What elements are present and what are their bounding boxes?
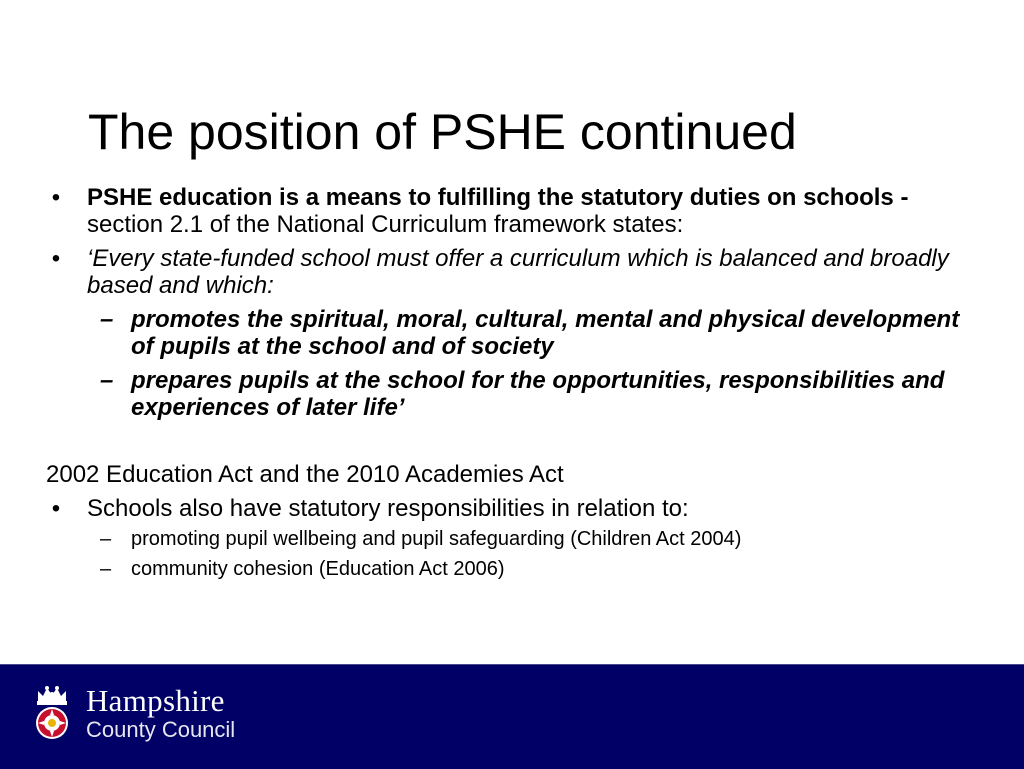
footer-band	[0, 664, 1024, 769]
sub-item-text: community cohesion (Education Act 2006)	[131, 558, 505, 580]
slide-title: The position of PSHE continued	[88, 104, 797, 160]
brand-subtitle: County Council	[86, 717, 236, 742]
sub-item-community-cohesion	[46, 555, 986, 583]
brand-wordmark	[86, 684, 235, 743]
slide-body	[46, 184, 986, 583]
acts-line: 2002 Education Act and the 2010 Academies Act	[46, 461, 564, 488]
bullet-item-curriculum-quote	[46, 245, 986, 299]
bullet-marker: •	[51, 184, 61, 211]
sub-item-text: promotes the spiritual, moral, cultural, mental and physical development of pupils at the school and of society	[131, 306, 960, 360]
bullet-item-pshe-duties	[46, 184, 986, 238]
dash-marker: –	[100, 528, 112, 550]
bullet-bold-text: PSHE education is a means to fulfilling the statutory duties on schools -	[87, 184, 909, 211]
hampshire-rose-crown-icon	[32, 685, 72, 743]
sub-item-spiritual-development	[46, 306, 986, 360]
sub-item-wellbeing	[46, 525, 986, 553]
sub-item-later-life	[46, 367, 986, 421]
bullet-normal-text: section 2.1 of the National Curriculum framework states:	[87, 211, 684, 238]
dash-marker: –	[100, 367, 114, 394]
sub-item-text: promoting pupil wellbeing and pupil safeguarding (Children Act 2004)	[131, 528, 742, 550]
bullet-marker: •	[51, 245, 61, 272]
bullet-marker: •	[51, 495, 61, 522]
dash-marker: –	[100, 558, 112, 580]
bullet-item-statutory-responsibilities	[46, 495, 986, 522]
quote-text: ‘Every state-funded school must offer a curriculum which is balanced and broadly based and which:	[87, 245, 949, 299]
dash-marker: –	[100, 306, 114, 333]
bullet-text: Schools also have statutory responsibilities in relation to:	[87, 495, 689, 522]
sub-item-text: prepares pupils at the school for the opportunities, responsibilities and experiences of later life’	[131, 367, 945, 421]
brand-name: Hampshire	[86, 683, 225, 718]
